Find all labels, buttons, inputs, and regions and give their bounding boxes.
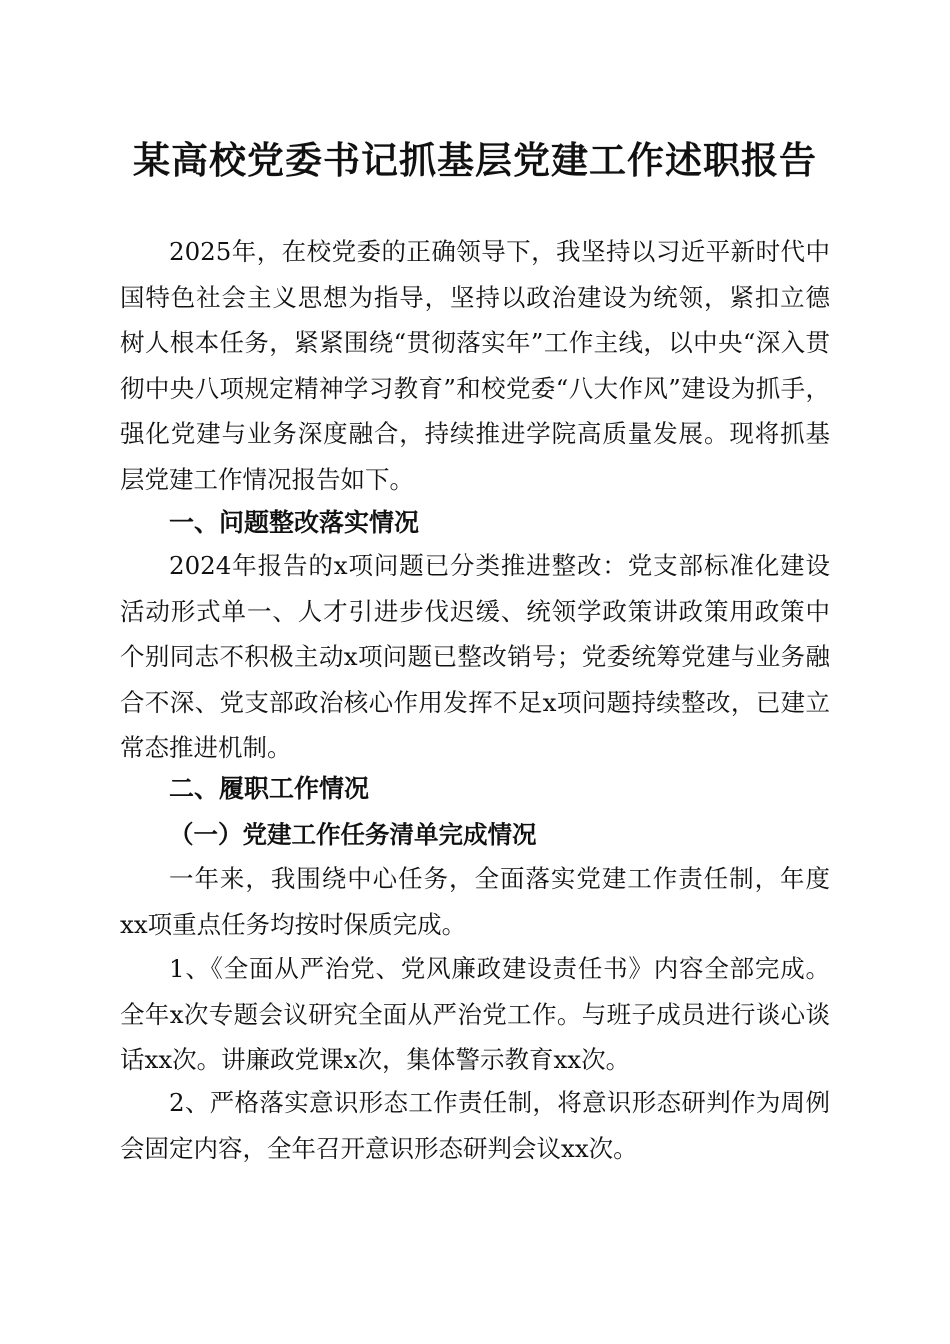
- document-title: 某高校党委书记抓基层党建工作述职报告: [133, 138, 817, 182]
- list-item-ideology: 2、严格落实意识形态工作责任制，将意识形态研判作为周例会固定内容，全年召开意识形态研判会议xx次。: [120, 1088, 830, 1163]
- task-summary-paragraph: 一年来，我围绕中心任务，全面落实党建工作责任制，年度xx项重点任务均按时保质完成。: [120, 864, 830, 939]
- intro-paragraph: 2025年，在校党委的正确领导下，我坚持以习近平新时代中国特色社会主义思想为指导，坚持以政治建设为统领，紧扣立德树人根本任务，紧紧围绕“贯彻落实年”工作主线，以中央“深入贯彻中央八项规定精神学习教育”和校党委“八大作风”建设为抓手，强化党建与业务深度融合，持续推进学院高质量发展。现将抓基层党建工作情况报告如下。: [120, 237, 830, 494]
- list-item-responsibility: 1、《全面从严治党、党风廉政建设责任书》内容全部完成。全年x次专题会议研究全面从严治党工作。与班子成员进行谈心谈话xx次。讲廉政党课x次，集体警示教育xx次。: [120, 954, 830, 1074]
- subsection-heading-task-list: （一）党建工作任务清单完成情况: [169, 820, 537, 849]
- section-heading-duties: 二、履职工作情况: [169, 774, 370, 803]
- rectification-paragraph: 2024年报告的x项问题已分类推进整改：党支部标准化建设活动形式单一、人才引进步伐迟缓、统领学政策讲政策用政策中个别同志不积极主动x项问题已整改销号；党委统筹党建与业务融合不深、党支部政治核心作用发挥不足x项问题持续整改，已建立常态推进机制。: [120, 551, 830, 762]
- section-heading-rectification: 一、问题整改落实情况: [169, 508, 420, 537]
